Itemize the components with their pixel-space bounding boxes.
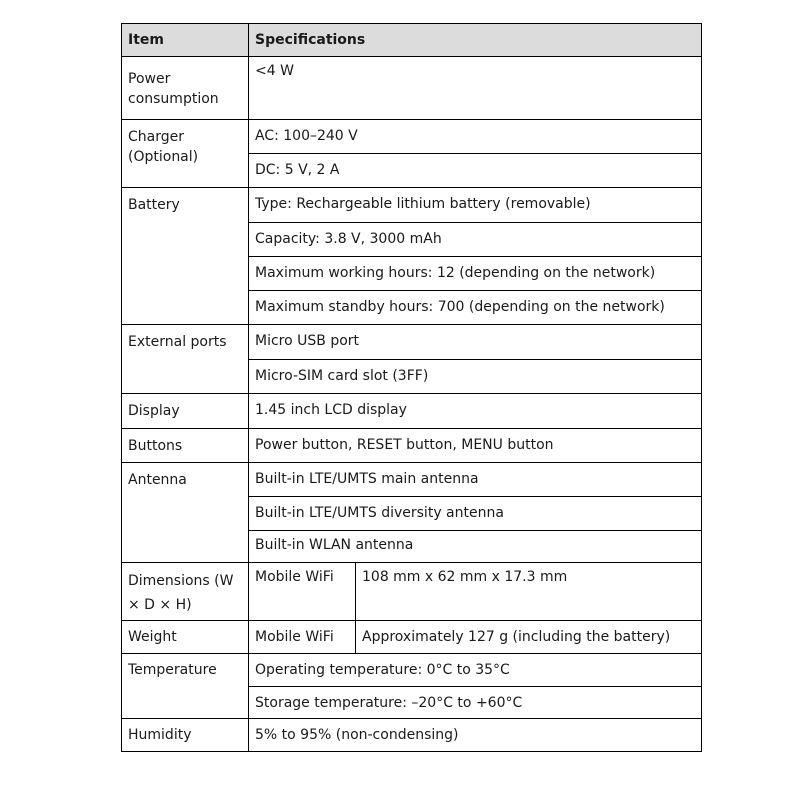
spec-display: 1.45 inch LCD display	[249, 394, 702, 429]
spec-ports-usb: Micro USB port	[249, 325, 702, 360]
table-row	[122, 57, 702, 120]
table-header-row	[122, 24, 702, 57]
table-row	[122, 394, 702, 429]
row-label-battery: Battery	[122, 188, 249, 325]
sub-label-weight: Mobile WiFi	[249, 621, 356, 654]
row-label-humidity: Humidity	[122, 719, 249, 752]
spec-temperature-storage: Storage temperature: –20°C to +60°C	[249, 687, 702, 719]
table-row	[122, 463, 702, 497]
row-label-power: Power consumption	[122, 57, 249, 120]
spec-charger-ac: AC: 100–240 V	[249, 120, 702, 154]
spec-antenna-diversity: Built-in LTE/UMTS diversity antenna	[249, 497, 702, 531]
spec-charger-dc: DC: 5 V, 2 A	[249, 154, 702, 188]
table-row	[122, 325, 702, 360]
row-label-ports: External ports	[122, 325, 249, 394]
table-row	[122, 719, 702, 752]
spec-buttons: Power button, RESET button, MENU button	[249, 429, 702, 463]
table-row	[122, 429, 702, 463]
spec-ports-sim: Micro-SIM card slot (3FF)	[249, 360, 702, 394]
spec-battery-standby: Maximum standby hours: 700 (depending on the network)	[249, 291, 702, 325]
header-specifications: Specifications	[249, 24, 702, 57]
spec-dimensions: 108 mm x 62 mm x 17.3 mm	[356, 563, 702, 621]
spec-humidity: 5% to 95% (non-condensing)	[249, 719, 702, 752]
row-label-display: Display	[122, 394, 249, 429]
sub-label-dimensions: Mobile WiFi	[249, 563, 356, 621]
spec-antenna-wlan: Built-in WLAN antenna	[249, 531, 702, 563]
table-row	[122, 654, 702, 687]
row-label-buttons: Buttons	[122, 429, 249, 463]
spec-battery-capacity: Capacity: 3.8 V, 3000 mAh	[249, 223, 702, 257]
spec-battery-type: Type: Rechargeable lithium battery (removable)	[249, 188, 702, 223]
spec-power: <4 W	[249, 57, 702, 120]
spec-weight: Approximately 127 g (including the battery)	[356, 621, 702, 654]
spec-antenna-main: Built-in LTE/UMTS main antenna	[249, 463, 702, 497]
row-label-weight: Weight	[122, 621, 249, 654]
table-row	[122, 188, 702, 223]
specifications-table	[121, 23, 701, 752]
spec-battery-working: Maximum working hours: 12 (depending on the network)	[249, 257, 702, 291]
row-label-charger: Charger (Optional)	[122, 120, 249, 188]
row-label-temperature: Temperature	[122, 654, 249, 719]
row-label-antenna: Antenna	[122, 463, 249, 563]
table-row	[122, 621, 702, 654]
table-row	[122, 563, 702, 621]
row-label-dimensions: Dimensions (W × D × H)	[122, 563, 249, 621]
header-item: Item	[122, 24, 249, 57]
spec-temperature-operating: Operating temperature: 0°C to 35°C	[249, 654, 702, 687]
table-row	[122, 120, 702, 154]
